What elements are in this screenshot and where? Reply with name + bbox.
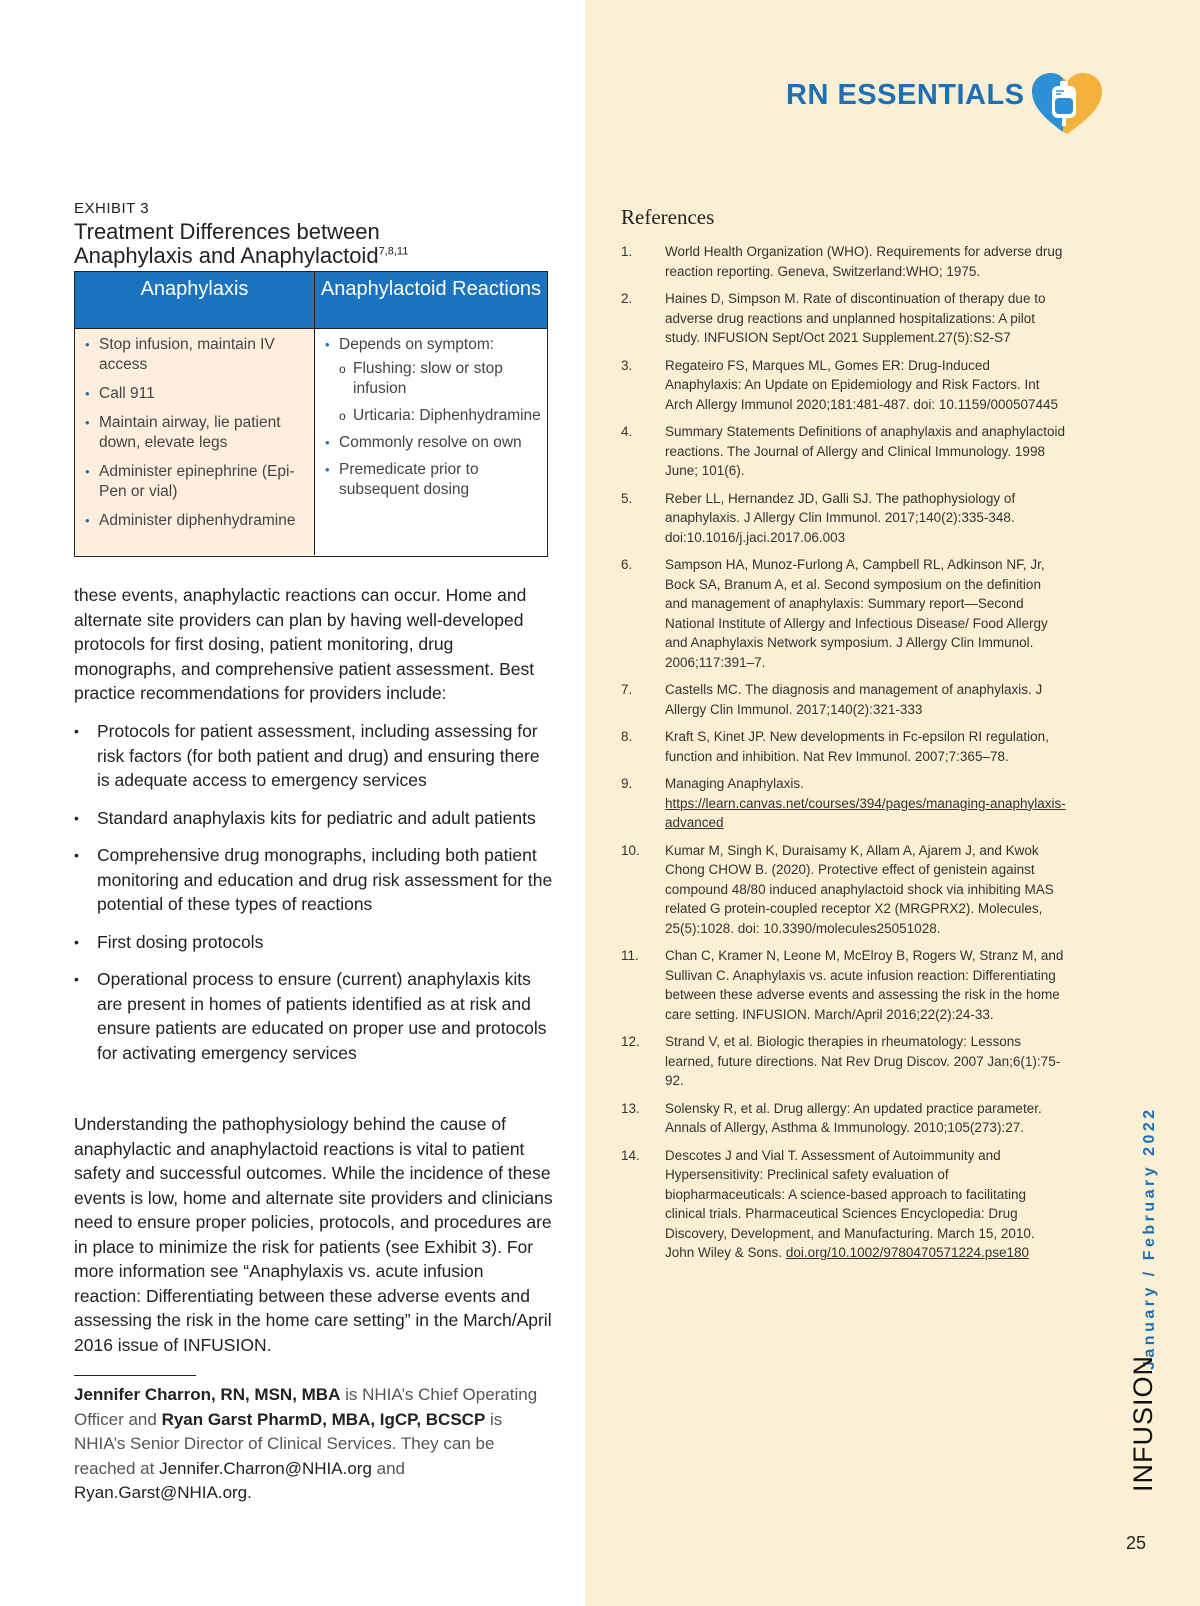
exhibit-table — [74, 271, 548, 557]
body-paragraph-2: Understanding the pathophysiology behind the cause of anaphylactic and anaphylactoid reactions is vital to patient safety and successful outcomes. While the incidence of these events is low, home and alternate site providers and clinicians need to ensure proper policies, protocols, and procedures are in place to minimize the risk for patients (see Exhibit 3). For more information see “Anaphylaxis vs. acute infusion reaction: Differentiating between these adverse events and assessing the risk in the home care setting” in the March/April 2016 issue of INFUSION. — [74, 1114, 553, 1355]
bullet-icon: • — [325, 337, 330, 352]
anaphylactoid-list — [323, 335, 543, 500]
exhibit-label: EXHIBIT 3 — [74, 200, 150, 217]
list-item: • Call 911 — [85, 385, 155, 402]
exhibit-title-line2: Anaphylaxis and Anaphylactoid$^{7,8,11}$ — [74, 243, 409, 268]
divider — [74, 1375, 196, 1376]
bullet-icon: • — [85, 337, 90, 352]
bullet-icon: • — [85, 415, 90, 430]
heart-iv-bag-icon — [1030, 72, 1104, 136]
author-bio: Jennifer Charron, RN, MSN, MBA is NHIA’s Chief Operating Officer and Ryan Garst PharmD, MBA, IgCP, BCSCP is NHIA’s Senior Director of Clinical Services. They can be reached at Jennifer.Charron@NHIA.org and Ryan.Garst@NHIA.org. — [74, 1385, 538, 1502]
exhibit-title-line1: Treatment Differences between — [74, 219, 380, 244]
issue-date: January / February 2022 — [1141, 1106, 1158, 1370]
bullet-icon: • — [325, 462, 330, 477]
reference-item: 3. Regateiro FS, Marques ML, Gomes ER: Drug-Induced Anaphylaxis: An Update on Epidemiology and Risk Factors. Int Arch Allergy Immunol 2020;181:481-487. doi: 10.1159/000507445 — [621, 357, 1059, 412]
list-item: • Standard anaphylaxis kits for pediatric and adult patients — [74, 806, 554, 831]
author-name-1: Jennifer Charron, RN, MSN, MBA — [74, 1385, 341, 1404]
reference-item: 6. Sampson HA, Munoz-Furlong A, Campbell RL, Adkinson NF, Jr, Bock SA, Branum A, et al. Second symposium on the definition and management of anaphylaxis: Summary report—Second National Institute of Allergy and Infectious Disease/ Food Allergy and Anaphylaxis Network symposium. J Allergy Clin Immunol. 2006;117:391–7. — [621, 557, 1048, 670]
reference-item: 11. Chan C, Kramer N, Leone M, McElroy B, Rogers W, Stranz M, and Sullivan C. Anaphylaxis vs. acute infusion reaction: Differentiating between these adverse events and assessing the risk in the home care setting. INFUSION. March/April 2016;22(2):24-33. — [621, 948, 1064, 1022]
bullet-icon: • — [74, 809, 79, 826]
bullet-icon: • — [85, 386, 90, 401]
list-item: • Premedicate prior to subsequent dosing — [325, 461, 479, 498]
author-name-2: Ryan Garst PharmD, MBA, IgCP, BCSCP — [161, 1409, 486, 1429]
bullet-icon: • — [74, 933, 79, 950]
anaphylactoid-column — [315, 329, 547, 555]
reference-item: 9. Managing Anaphylaxis. https://learn.canvas.net/courses/394/pages/managing-anaphylaxis-advanced — [621, 776, 1066, 830]
reference-item: 14. Descotes J and Vial T. Assessment of Autoimmunity and Hypersensitivity: Preclinical safety evaluation of biopharmaceuticals: A science-based approach to facilitating clinical trials. Pharmaceutical Sciences Encyclopedia: Drug Discovery, Development, and Manufacturing. March 15, 2010. John Wiley & Sons. doi.org/10.1002/9780470571224.pse180 — [621, 1147, 1035, 1260]
circle-bullet-icon: o — [339, 409, 346, 423]
reference-link[interactable]: https://learn.canvas.net/courses/394/pages/managing-anaphylaxis-advanced — [665, 795, 1066, 830]
symptom-sublist — [339, 359, 543, 426]
bullet-icon: • — [85, 464, 90, 479]
anaphylaxis-column — [75, 329, 315, 555]
reference-item: 4. Summary Statements Definitions of anaphylaxis and anaphylactoid reactions. The Journal of Allergy and Clinical Immunology. 1998 June; 101(6). — [621, 424, 1065, 478]
reference-item: 5. Reber LL, Hernandez JD, Galli SJ. The pathophysiology of anaphylaxis. J Allergy Clin Immunol. 2017;140(2):335-348. doi:10.1016/j.jaci.2017.06.003 — [621, 490, 1016, 545]
list-item: • First dosing protocols — [74, 930, 554, 955]
list-item: • Administer diphenhydramine — [85, 512, 296, 529]
references-title: References — [621, 205, 715, 229]
sublist-item: o Urticaria: Diphenhydramine — [339, 407, 541, 424]
list-item: • Protocols for patient assessment, including assessing for risk factors (for both patient and drug) and ensuring there is adequate access to emergency services — [74, 721, 540, 790]
col-header-anaphylactoid: Anaphylactoid Reactions — [320, 278, 542, 300]
list-item: • Maintain airway, lie patient down, elevate legs — [85, 414, 281, 451]
page-number: 25 — [1126, 1533, 1147, 1553]
section-title: RN ESSENTIALS — [786, 79, 1025, 111]
bullet-icon: • — [74, 971, 79, 987]
reference-item: 8. Kraft S, Kinet JP. New developments in Fc-epsilon RI regulation, function and inhibition. Nat Rev Immunol. 2007;7:365–78. — [621, 729, 1049, 764]
exhibit-table-body — [75, 329, 547, 555]
bullet-icon: • — [85, 513, 90, 528]
email-link-1[interactable]: Jennifer.Charron@NHIA.org — [159, 1458, 372, 1478]
list-item: • Commonly resolve on own — [325, 434, 522, 451]
circle-bullet-icon: o — [339, 362, 346, 376]
reference-link[interactable]: doi.org/10.1002/9780470571224.pse180 — [785, 1245, 1030, 1260]
body-paragraph-1: these events, anaphylactic reactions can occur. Home and alternate site providers can plan by having well-developed protocols for first dosing, patient monitoring, drug monographs, and comprehensive patient assessment. Best practice recommendations for providers include: — [74, 585, 535, 703]
bullet-icon: • — [74, 723, 79, 739]
exhibit-title-citation: 7,8,11 — [378, 245, 409, 258]
bullet-icon: • — [74, 847, 79, 863]
anaphylaxis-list — [83, 335, 310, 531]
exhibit-title — [74, 220, 554, 268]
bullet-icon: • — [325, 435, 330, 450]
reference-item: 12. Strand V, et al. Biologic therapies in rheumatology: Lessons learned, future directions. Nat Rev Drug Discov. 2007 Jan;6(1):75-92. — [621, 1034, 1061, 1088]
recommendations-list — [74, 719, 554, 1078]
col-header-anaphylaxis: Anaphylaxis — [75, 272, 315, 328]
magazine-logo: INFUSION — [1128, 1354, 1158, 1492]
list-item: • Administer epinephrine (Epi-Pen or vial) — [85, 463, 295, 500]
reference-item: 10. Kumar M, Singh K, Duraisamy K, Allam A, Ajarem J, and Kwok Chong CHOW B. (2020). Protective effect of genistein against compound 48/80 induced anaphylactoid shock via inhibiting MAS related G protein-coupled receptor X2 (MRGPRX2). Molecules, 25(5):1028. doi: 10.3390/molecules25051028. — [621, 842, 1054, 936]
list-item: • Stop infusion, maintain IV access — [85, 336, 275, 373]
email-link-2[interactable]: Ryan.Garst@NHIA.org. — [74, 1483, 252, 1502]
reference-item: 2. Haines D, Simpson M. Rate of discontinuation of therapy due to adverse drug reactions and unplanned hospitalizations: A pilot study. INFUSION Sept/Oct 2021 Supplement.27(5):S2-S7 — [621, 291, 1046, 345]
list-item: • Operational process to ensure (current) anaphylaxis kits are present in homes of patients identified as at risk and ensure patients are educated on proper use and protocols for activating emergency services — [74, 969, 547, 1063]
list-item: • Depends on symptom: o Flushing: slow or stop infusion o Urticaria: Diphenhydramine — [323, 335, 543, 426]
reference-item: 1. World Health Organization (WHO). Requirements for adverse drug reaction reporting. Geneva, Switzerland:WHO; 1975. — [621, 244, 1063, 279]
list-item: • Comprehensive drug monographs, including both patient monitoring and education and drug risk assessment for the potential of these types of reactions — [74, 845, 553, 914]
exhibit-table-header — [75, 272, 547, 329]
references-list — [621, 242, 1066, 1271]
sublist-item: o Flushing: slow or stop infusion — [339, 360, 503, 397]
reference-item: 7. Castells MC. The diagnosis and management of anaphylaxis. J Allergy Clin Immunol. 2017;140(2):321-333 — [621, 682, 1043, 717]
reference-item: 13. Solensky R, et al. Drug allergy: An updated practice parameter. Annals of Allergy, Asthma & Immunology. 2010;105(273):27. — [621, 1100, 1042, 1135]
